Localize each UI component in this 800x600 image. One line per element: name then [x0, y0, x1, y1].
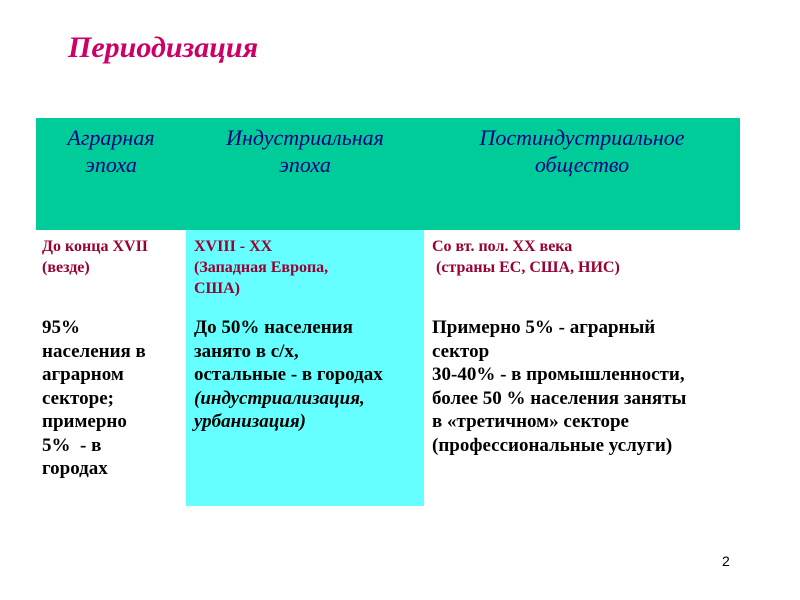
header-industrial: [186, 118, 424, 230]
description-line: 95%: [42, 317, 80, 338]
page-number: 2: [722, 553, 730, 569]
period-line: США): [194, 280, 241, 297]
period-line: До конца XVII: [42, 238, 149, 255]
header-agrarian-line: Аграрная: [67, 125, 155, 150]
description-line: До 50% населения: [194, 317, 353, 338]
header-postindustrial-line: Постиндустриальное: [479, 125, 685, 150]
description-line: примерно: [42, 411, 127, 432]
description-line: аграрном: [42, 364, 124, 385]
slide-title: Периодизация: [68, 31, 259, 64]
period-line: (Западная Европа,: [194, 259, 329, 276]
description-line-italic: урбанизация): [194, 411, 306, 432]
description-line: (профессиональные услуги): [432, 434, 673, 456]
period-agrarian: [36, 230, 186, 308]
period-line: (страны ЕС, США, НИС): [432, 259, 620, 276]
description-line-italic: (индустриализация,: [194, 387, 365, 409]
description-line: Примерно 5% - аграрный: [432, 317, 656, 338]
description-line: секторе;: [42, 387, 114, 409]
description-industrial: [186, 308, 424, 506]
header-industrial-line: Индустриальная: [226, 125, 384, 150]
description-postindustrial: [424, 308, 740, 506]
period-industrial: [186, 230, 424, 308]
description-line: городах: [42, 458, 108, 479]
description-agrarian: [36, 308, 186, 506]
description-line: 30-40% - в промышленности,: [432, 364, 685, 385]
description-line: занято в с/х,: [194, 340, 299, 362]
header-postindustrial: [424, 118, 740, 230]
header-agrarian-line: эпоха: [85, 152, 137, 177]
periodization-table: [36, 118, 740, 506]
period-line: Со вт. пол. XX века: [432, 238, 573, 255]
period-postindustrial: [424, 230, 740, 308]
description-line: в «третичном» секторе: [432, 411, 629, 432]
description-line: 5% - в: [42, 434, 102, 456]
description-line: сектор: [432, 340, 490, 362]
period-line: XVIII - XX: [194, 238, 273, 255]
header-postindustrial-line: общество: [534, 152, 630, 177]
description-line: остальные - в городах: [194, 364, 383, 385]
header-industrial-line: эпоха: [279, 152, 331, 177]
description-line: более 50 % населения заняты: [432, 387, 687, 409]
description-line: населения в: [42, 340, 146, 362]
period-line: (везде): [42, 259, 90, 276]
header-agrarian: [36, 118, 186, 230]
